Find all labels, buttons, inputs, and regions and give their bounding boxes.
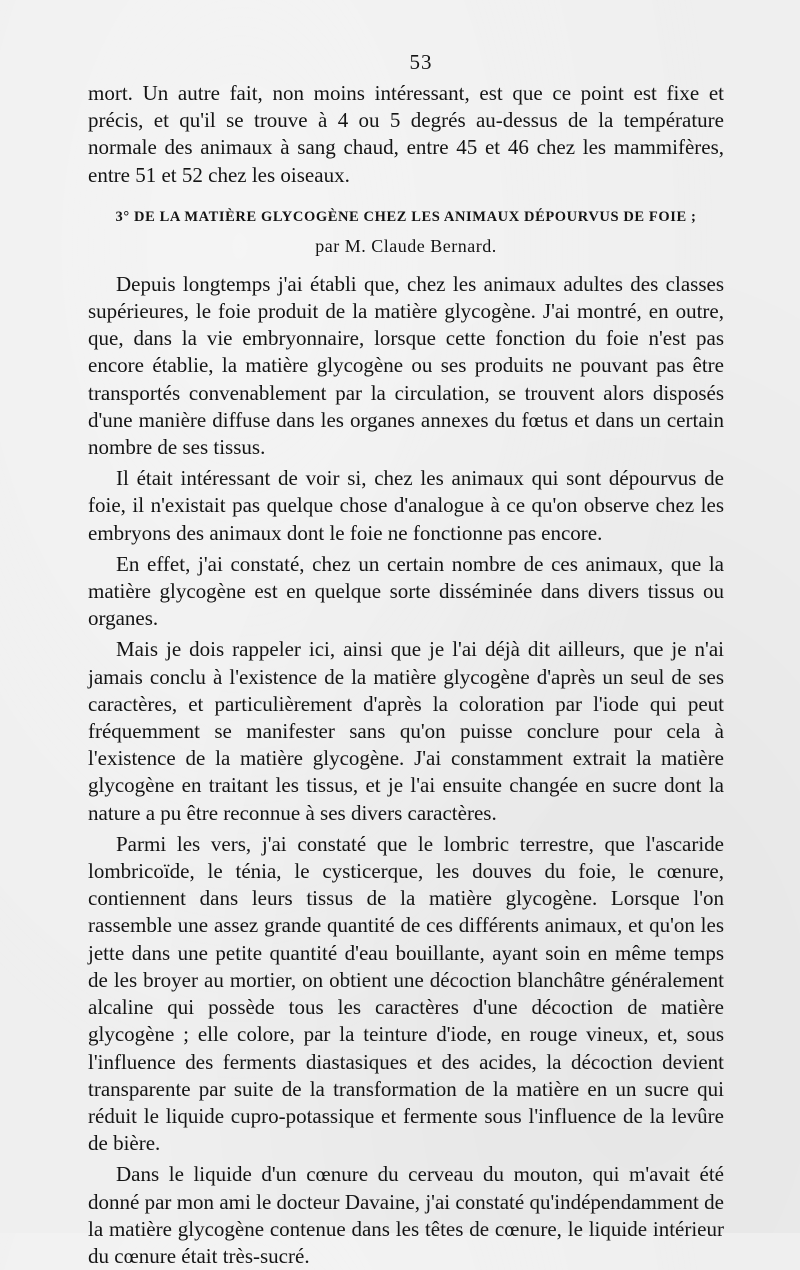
body-paragraph: Depuis longtemps j'ai établi que, chez les animaux adultes des classes supérieures, le foie produit de la matière glycogène. J'ai montré, en outre, que, dans la vie embryonnaire, lorsque cette fonction du foie n'est pas encore établie, la matière glycogène ou ses produits ne pouvant pas être transportés convenablement par la circulation, se trouvent alors disposés d'une manière diffuse dans les organes annexes du fœtus et dans un certain nombre de ses tissus. [88, 271, 724, 460]
section-heading [88, 205, 724, 257]
body-paragraph: Mais je dois rappeler ici, ainsi que je l'ai déjà dit ailleurs, que je n'ai jamais conclu à l'existence de la matière glycogène d'après un seul de ses caractères, et particulièrement d'après la coloration par l'iode qui peut fréquemment se manifester sans qu'on puisse conclure pour cela à l'existence de la matière glycogène. J'ai constamment extrait la matière glycogène en traitant les tissus, et je l'ai ensuite changée en sucre dont la nature a pu être reconnue à ses divers caractères. [88, 637, 724, 825]
page-number: 53 [409, 50, 433, 74]
body-paragraph: Dans le liquide d'un cœnure du cerveau du mouton, qui m'avait été donné par mon ami le docteur Davaine, j'ai constaté qu'indépendamment de la matière glycogène contenue dans les têtes de cœnure, le liquide intérieur du cœnure était très-sucré. [88, 1162, 724, 1268]
book-page [88, 50, 724, 1270]
body-paragraph: Parmi les vers, j'ai constaté que le lombric terrestre, que l'ascaride lombricoïde, le ténia, le cysticerque, les douves du foie, le cœnure, contiennent dans leurs tissus de la matière glycogène. Lorsque l'on rassemble une assez grande quantité de ces différents animaux, et qu'on les jette dans une petite quantité d'eau bouillante, ayant soin en même temps de les broyer au mortier, on obtient une décoction blanchâtre généralement alcaline qui possède tous les caractères d'une décoction de matière glycogène ; elle colore, par la teinture d'iode, en rouge vineux, et, sous l'influence des ferments diastasiques et des acides, la décoction devient transparente par suite de la transformation de la matière en un sucre qui réduit le liquide cupro-potassique et fermente sous l'influence de la levûre de bière. [88, 831, 724, 1156]
section-author: par M. Claude Bernard. [315, 235, 497, 256]
section-title: 3° DE LA MATIÈRE GLYCOGÈNE CHEZ LES ANIMAUX DÉPOURVUS DE FOIE ; [115, 208, 697, 225]
opening-paragraph: mort. Un autre fait, non moins intéressant, est que ce point est fixe et précis, et qu'il se trouve à 4 ou 5 degrés au-dessus de la température normale des animaux à sang chaud, entre 45 et 46 chez les mammifères, entre 51 et 52 chez les oiseaux. [88, 81, 724, 187]
body-paragraph: En effet, j'ai constaté, chez un certain nombre de ces animaux, que la matière glycogène est en quelque sorte disséminée dans divers tissus ou organes. [88, 551, 724, 631]
body-paragraph: Il était intéressant de voir si, chez les animaux qui sont dépourvus de foie, il n'existait pas quelque chose d'analogue à ce qu'on observe chez les embryons des animaux dont le foie ne fonctionne pas encore. [88, 466, 724, 545]
